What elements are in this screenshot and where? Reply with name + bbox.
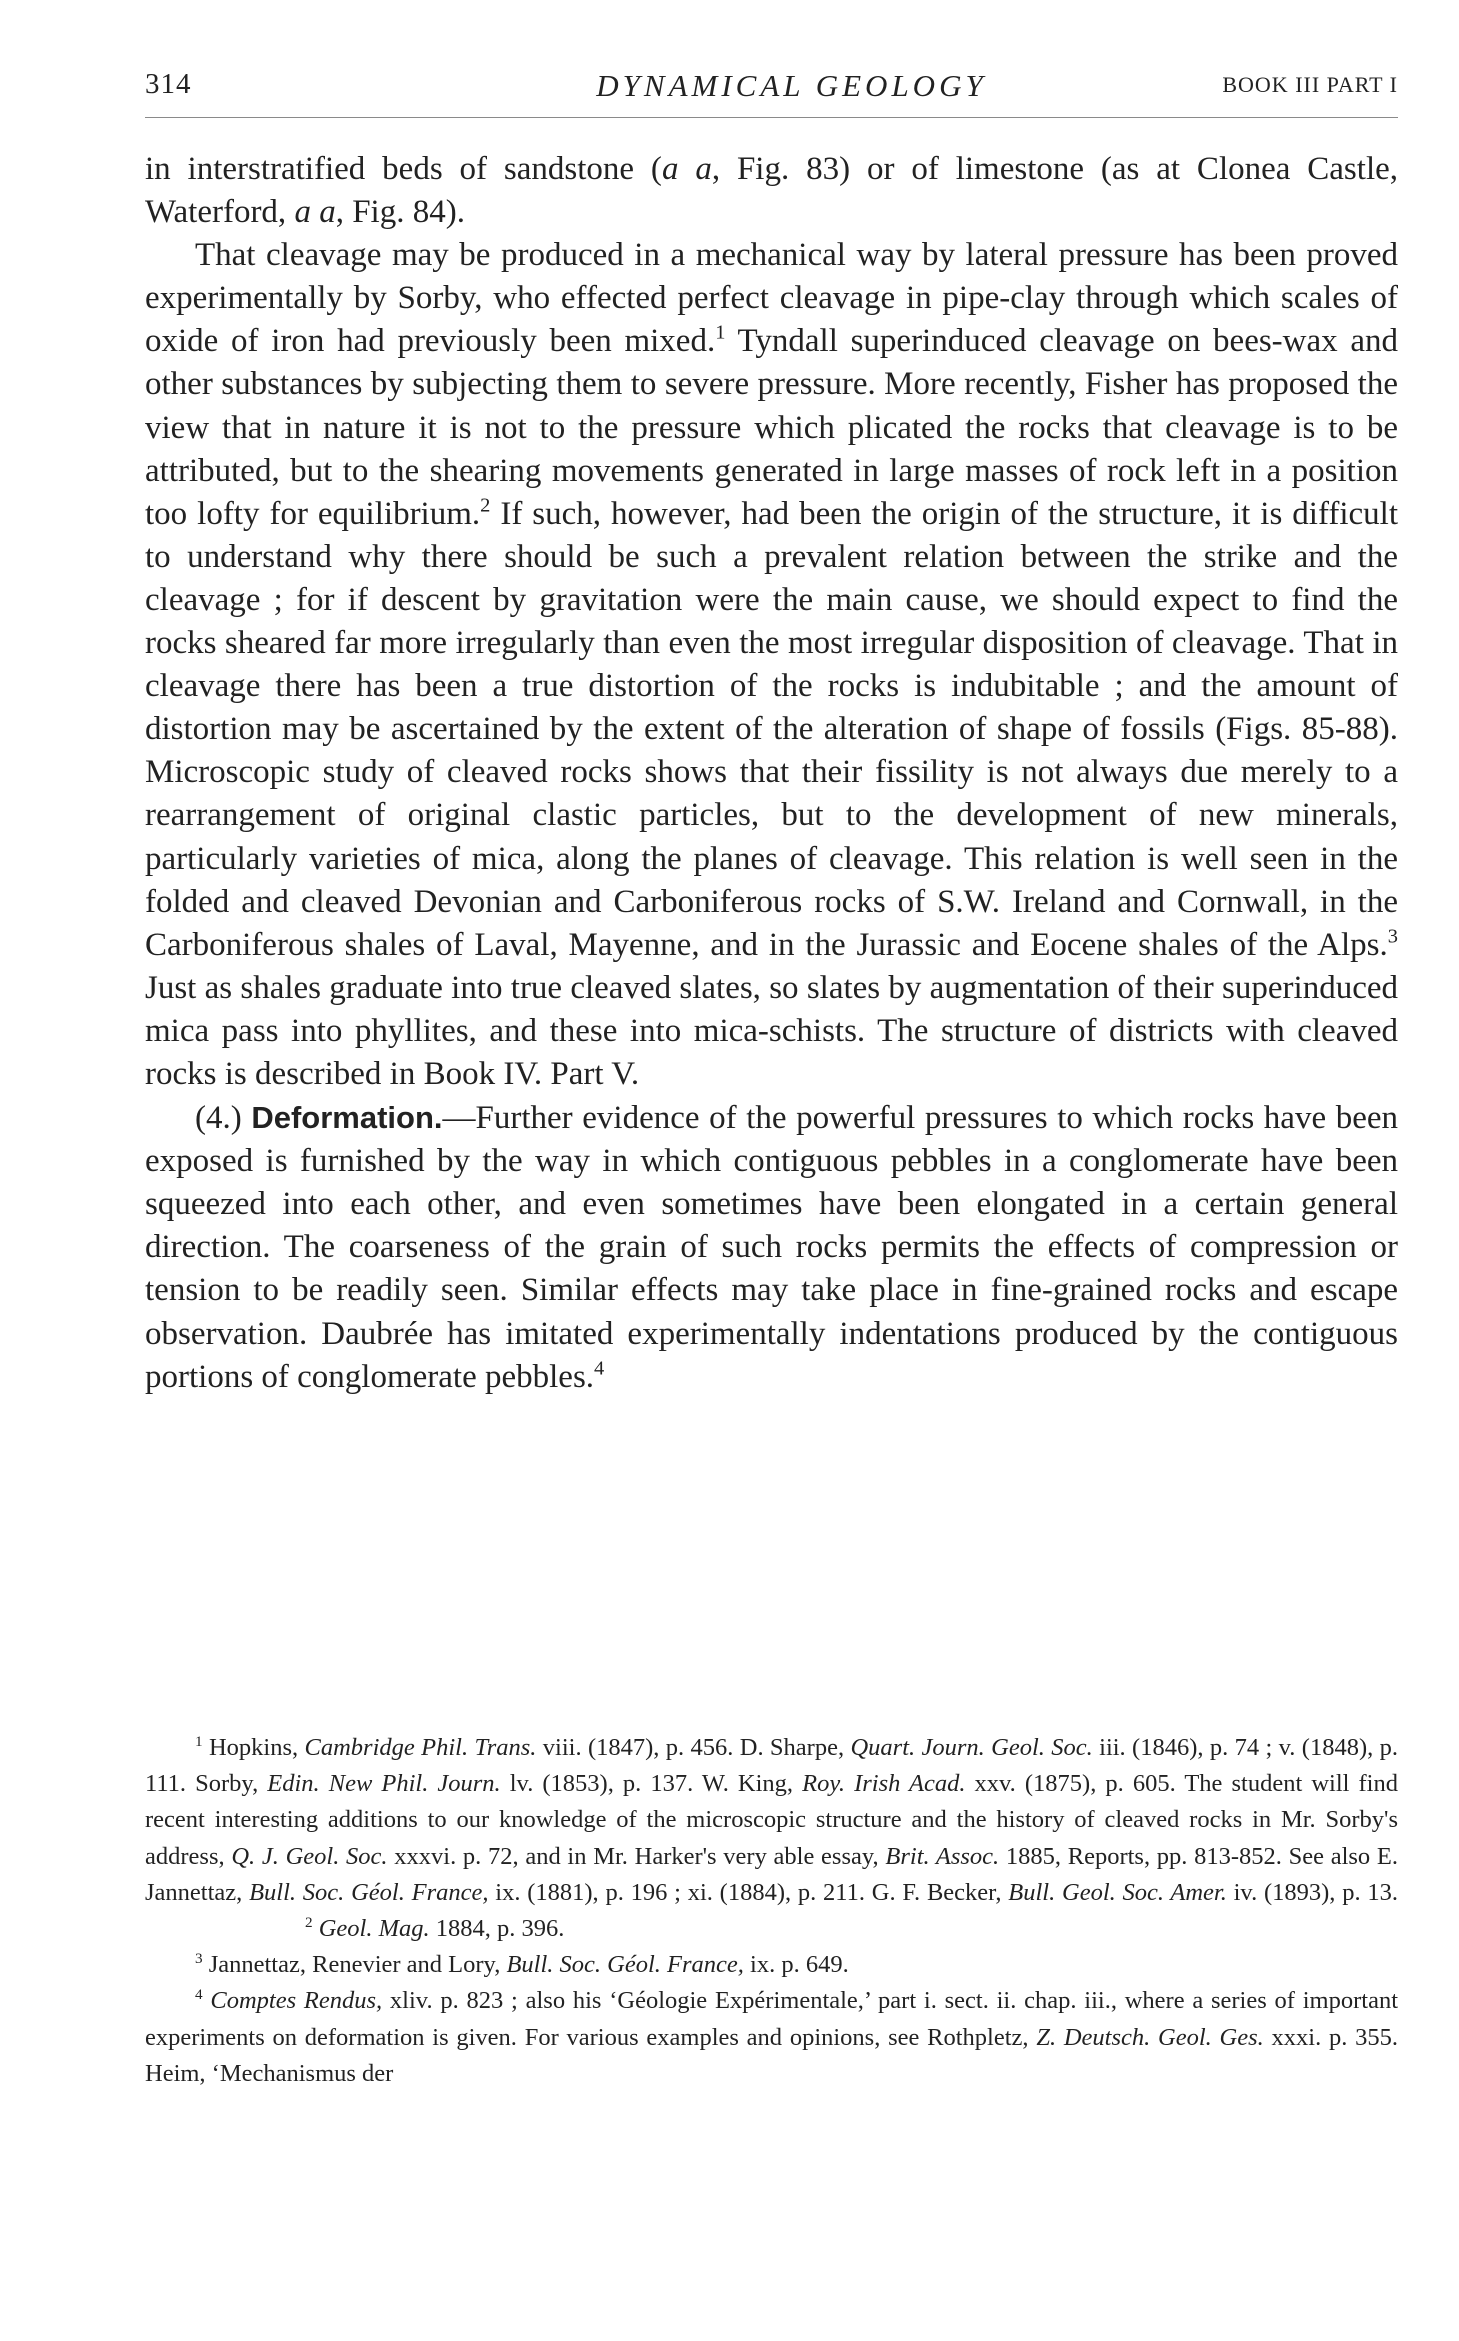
footnote-4: $^4$ Comptes Rendus, xliv. p. 823 ; also his ‘Géologie Expérimentale,’ part i. sect. ii. chap. iii., where a series of important experiments on deformation is given. For various examples and opinions, see Rothpletz, Z. Deutsch. Geol. Ges. xxxi. p. 355. Heim, ‘Mechanismus der [145, 1986, 1398, 2087]
running-title: DYNAMICAL GEOLOGY [596, 68, 987, 103]
footnote-2: $^2$ Geol. Mag. 1884, p. 396. [305, 1913, 565, 1943]
footnote-ref-2: 2 [480, 494, 491, 517]
footnote-1: $^1$ Hopkins, Cambridge Phil. Trans. viii. (1847), p. 456. D. Sharpe, Quart. Journ. Geol. Soc. iii. (1846), p. 74 ; v. (1848), p. 111. Sorby, Edin. New Phil. Journ. lv. (1853), p. 137. W. King, Roy. Irish Acad. xxv. (1875), p. 605. The student will find recent interesting additions to our knowledge of the microscopic structure and the history of cleaved rocks in Mr. Sorby's address, Q. J. Geol. Soc. xxxvi. p. 72, and in Mr. Harker's very able essay, Brit. Assoc. 1885, Reports, pp. 813-852. See also E. Jannettaz, Bull. Soc. Géol. France, ix. (1881), p. 196 ; xi. (1884), p. 211. G. F. Becker, Bull. Geol. Soc. Amer. iv. (1893), p. 13.$^2$ Geol. Mag. 1884, p. 396. [145, 1732, 1398, 1943]
section-label: BOOK III PART I [1222, 72, 1398, 97]
paragraph-3: (4.) Deformation.—Further evidence of the powerful pressures to which rocks have been exposed is furnished by the way in which contiguous pebbles in a conglomerate have been squeezed into each other, and even sometimes have been elongated in a certain general direction. The coarseness of the grain of such rocks permits the effects of compression or tension to be readily seen. Similar effects may take place in fine-grained rocks and escape observation. Daubrée has imitated experimentally indentations produced by the contiguous portions of conglomerate pebbles.$^4$ [145, 1100, 1398, 1395]
header-rule [145, 117, 1398, 118]
body-text [145, 148, 1398, 1399]
footnotes [145, 1730, 1398, 2092]
footnote-ref-3: 3 [1387, 925, 1398, 948]
paragraph-1: in interstratified beds of sandstone (a a, Fig. 83) or of limestone (as at Clonea Castle, Waterford, a a, Fig. 84). [145, 151, 1399, 231]
footnote-ref-1: 1 [715, 322, 726, 345]
footnote-3: $^3$ Jannettaz, Renevier and Lory, Bull. Soc. Géol. France, ix. p. 649. [195, 1950, 849, 1979]
section-heading-deformation: Deformation. [251, 1100, 443, 1136]
paragraph-2: That cleavage may be produced in a mechanical way by lateral pressure has been proved experimentally by Sorby, who effected perfect cleavage in pipe-clay through which scales of oxide of iron had previously been mixed.$^1$ Tyndall superinduced cleavage on bees-wax and other substances by subjecting them to severe pressure. More recently, Fisher has proposed the view that in nature it is not to the pressure which plicated the rocks that cleavage is to be attributed, but to the shearing movements generated in large masses of rock left in a position too lofty for equilibrium.$^2$ If such, however, had been the origin of the structure, it is difficult to understand why there should be such a prevalent relation between the strike and the cleavage ; for if descent by gravitation were the main cause, we should expect to find the rocks sheared far more irregularly than even the most irregular disposition of cleavage. That in cleavage there has been a true distortion of the rocks is indubitable ; and the amount of distortion may be ascertained by the extent of the alteration of shape of fossils (Figs. 85-88). Microscopic study of cleaved rocks shows that their fissility is not always due merely to a rearrangement of original clastic particles, but to the development of new minerals, particularly varieties of mica, along the planes of cleavage. This relation is well seen in the folded and cleaved Devonian and Carboniferous rocks of S.W. Ireland and Cornwall, in the Carboniferous shales of Laval, Mayenne, and in the Jurassic and Eocene shales of the Alps.$^3$ Just as shales graduate into true cleaved slates, so slates by augmentation of their superinduced mica pass into phyllites, and these into mica-schists. The structure of districts with cleaved rocks is described in Book IV. Part V. [145, 237, 1399, 1092]
page-header [145, 68, 1398, 108]
footnote-ref-4: 4 [594, 1357, 605, 1380]
page-number: 314 [145, 68, 192, 100]
